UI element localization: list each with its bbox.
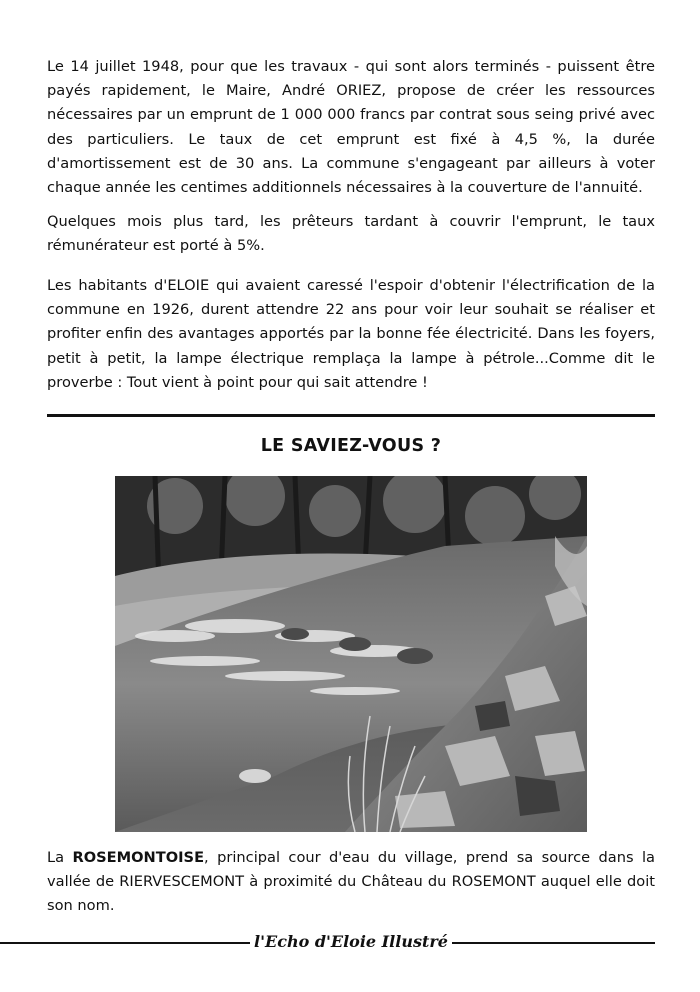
river-photo xyxy=(115,476,587,832)
caption-river-name: ROSEMONTOISE xyxy=(72,849,205,866)
paragraph-electrification: Les habitants d'ELOIE qui avaient caressé l'espoir d'obtenir l'électrification de la commune en 1926, durent attendre 22 ans pour voir leur souhait se réaliser et profiter enfin des avantages apportés par la bonne fée électricité. Dans les foyers, petit à petit, la lampe électrique remplaça la lampe à pétrole...Comme dit le proverbe : Tout vient à point pour qui sait attendre ! xyxy=(47,277,655,391)
photo-caption xyxy=(47,846,655,919)
paragraph-rate: Quelques mois plus tard, les prêteurs tardant à couvrir l'emprunt, le taux rémunérateur est porté à 5%. xyxy=(47,213,655,255)
footer-publication-title: l'Echo d'Eloie Illustré xyxy=(254,932,448,951)
footer-line-left xyxy=(0,942,250,944)
caption-prefix: La xyxy=(47,849,73,866)
page-footer xyxy=(0,930,700,954)
section-heading: LE SAVIEZ-VOUS ? xyxy=(260,436,442,456)
caption-text: , principal cour d'eau du village, prend sa source dans la vallée de RIERVESCEMONT à proximité du Château du ROSEMONT auquel elle doit son nom. xyxy=(47,849,655,915)
paragraph-loan: Le 14 juillet 1948, pour que les travaux - qui sont alors terminés - puissent être payés rapidement, le Maire, André ORIEZ, propose de créer les ressources nécessaires par un emprunt de 1 000 000 francs par contrat sous seing privé avec des particuliers. Le taux de cet emprunt est fixé à 4,5 %, la durée d'amortissement est de 30 ans. La commune s'engageant par ailleurs à voter chaque année les centimes additionnels nécessaires à la couverture de l'annuité. xyxy=(47,58,655,197)
section-divider xyxy=(47,414,655,417)
footer-line-right xyxy=(452,942,655,944)
